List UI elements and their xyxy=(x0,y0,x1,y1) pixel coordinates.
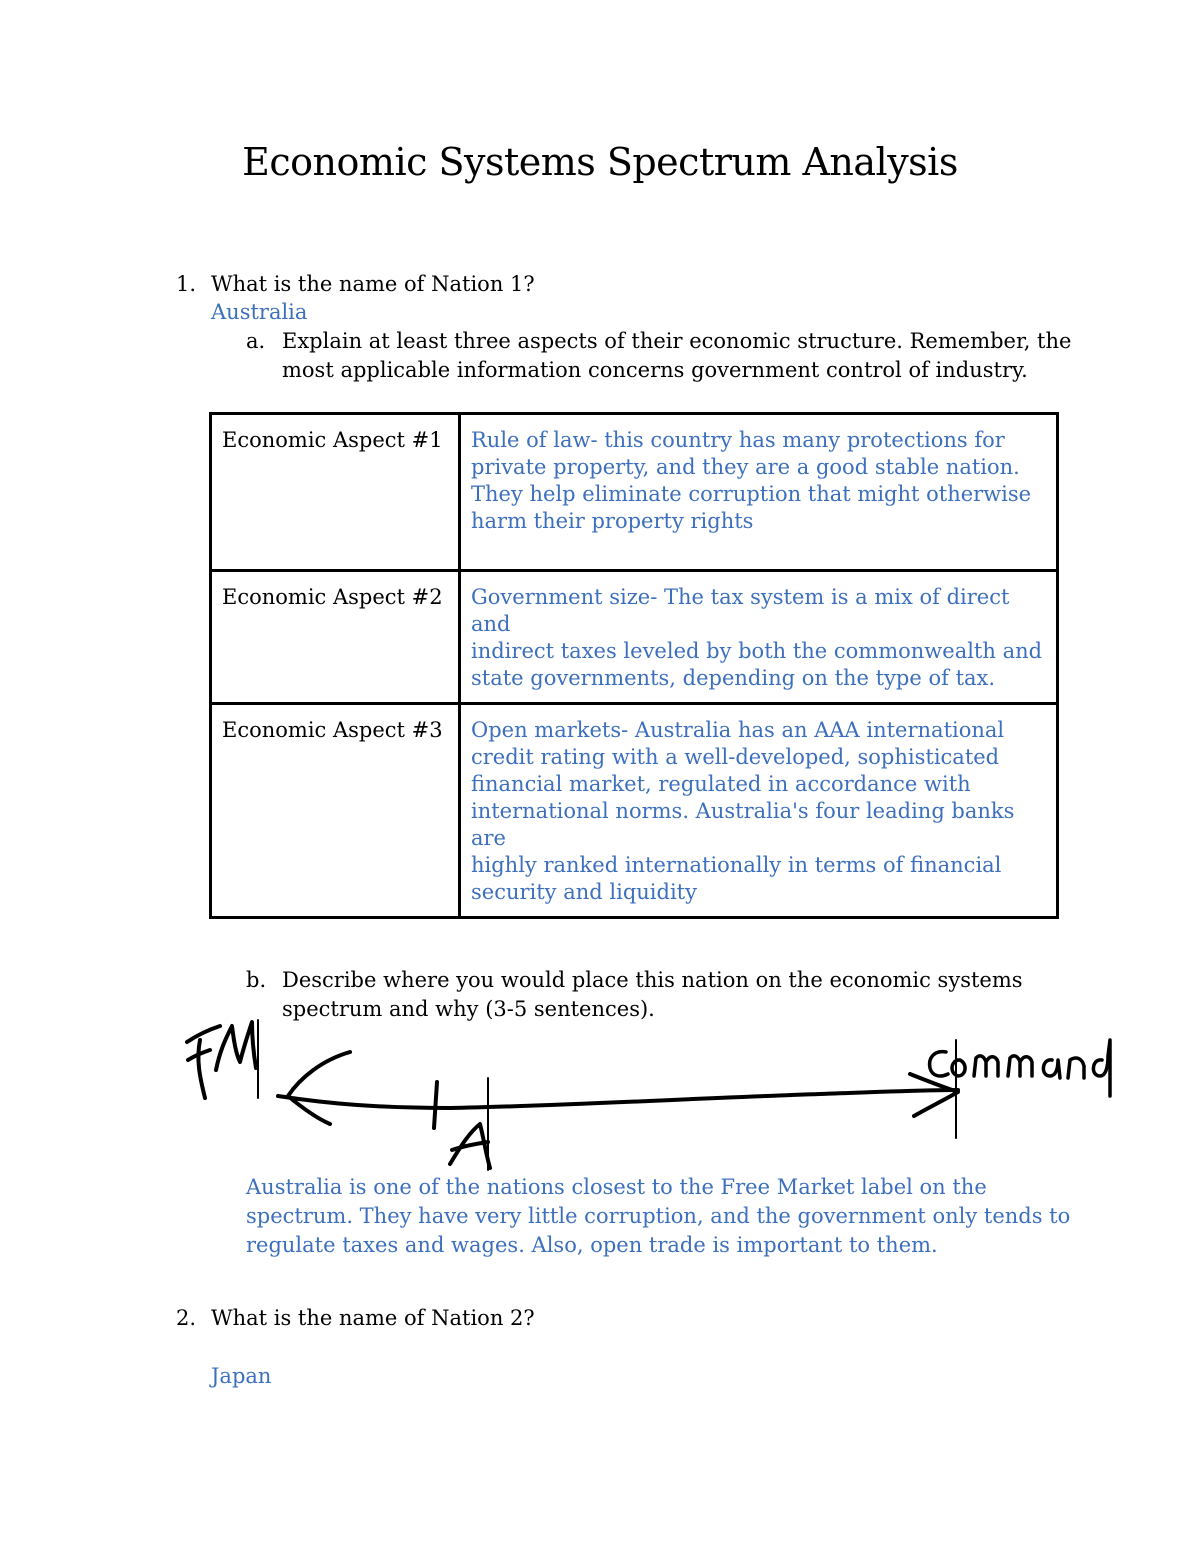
aspect-line: highly ranked internationally in terms of financial xyxy=(471,853,1002,877)
question-1-text: What is the name of Nation 1? xyxy=(211,272,535,296)
aspect-label: Economic Aspect #3 xyxy=(211,704,460,918)
aspect-label: Economic Aspect #1 xyxy=(211,414,460,571)
aspect-description xyxy=(460,571,1058,704)
part-b-answer-line: spectrum. They have very little corruption, and the government only tends to xyxy=(246,1204,1071,1228)
aspect-line: Rule of law- this country has many protections for xyxy=(471,428,1005,452)
part-b-marker: b. xyxy=(246,968,267,992)
part-b-answer xyxy=(246,1173,1070,1260)
page-title: Economic Systems Spectrum Analysis xyxy=(242,140,958,184)
aspect-line: Government size- The tax system is a mix of direct and xyxy=(471,585,1010,636)
aspect-description xyxy=(460,414,1058,571)
question-1-number: 1. xyxy=(176,272,197,296)
economic-spectrum-drawing xyxy=(0,1000,1200,1180)
aspect-line: harm their property rights xyxy=(471,509,754,533)
question-2-answer: Japan xyxy=(211,1364,272,1388)
table-row xyxy=(211,571,1058,704)
part-b-answer-line: regulate taxes and wages. Also, open trade is important to them. xyxy=(246,1233,938,1257)
part-a-line-1: Explain at least three aspects of their economic structure. Remember, the xyxy=(282,329,1072,353)
part-b-line-1: Describe where you would place this nation on the economic systems xyxy=(282,968,1023,992)
aspect-line: financial market, regulated in accordance with xyxy=(471,772,971,796)
aspect-description xyxy=(460,704,1058,918)
aspect-line: Open markets- Australia has an AAA international xyxy=(471,718,1005,742)
aspect-line: state governments, depending on the type of tax. xyxy=(471,666,996,690)
aspect-line: international norms. Australia's four leading banks are xyxy=(471,799,1015,850)
part-a-line-2: most applicable information concerns government control of industry. xyxy=(282,358,1028,382)
aspect-line: indirect taxes leveled by both the commonwealth and xyxy=(471,639,1043,663)
part-b-answer-line: Australia is one of the nations closest to the Free Market label on the xyxy=(246,1175,987,1199)
part-b-line-2: spectrum and why (3-5 sentences). xyxy=(282,997,655,1021)
spectrum-marker-handwriting xyxy=(450,1124,490,1168)
economic-aspects-table xyxy=(209,412,1059,919)
aspect-line: credit rating with a well-developed, sophisticated xyxy=(471,745,1000,769)
question-2-text: What is the name of Nation 2? xyxy=(211,1306,535,1330)
table-row xyxy=(211,704,1058,918)
table-row xyxy=(211,414,1058,571)
aspect-line: They help eliminate corruption that might otherwise xyxy=(471,482,1032,506)
spectrum-left-label-handwriting xyxy=(187,1022,256,1098)
question-1-answer: Australia xyxy=(211,300,308,324)
question-2-number: 2. xyxy=(176,1306,197,1330)
aspect-line: private property, and they are a good stable nation. xyxy=(471,455,1020,479)
aspect-line: security and liquidity xyxy=(471,880,697,904)
aspect-label: Economic Aspect #2 xyxy=(211,571,460,704)
part-a-marker: a. xyxy=(246,329,266,353)
